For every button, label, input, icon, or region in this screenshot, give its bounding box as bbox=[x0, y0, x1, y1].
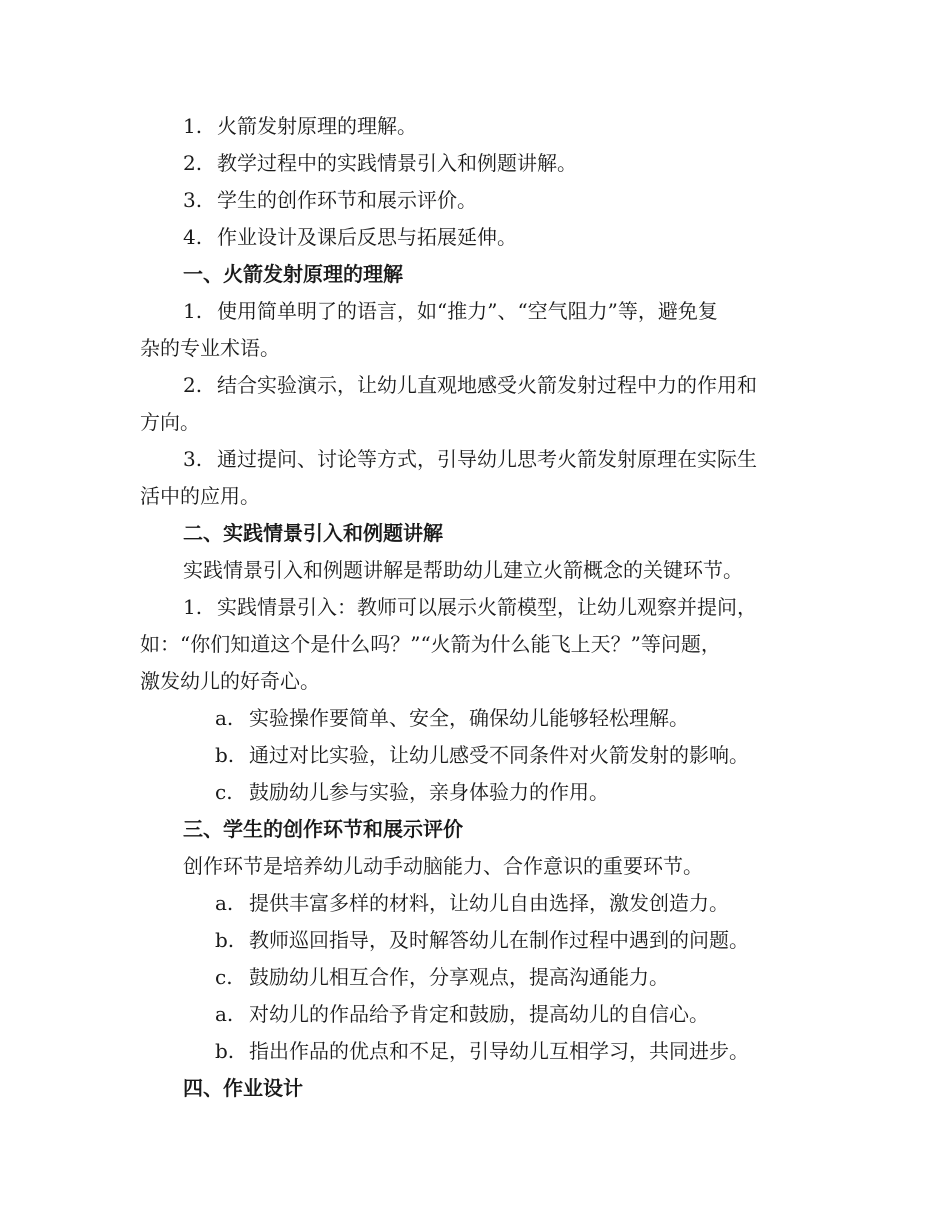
intro-list-item: 2. 教学过程中的实践情景引入和例题讲解。 bbox=[183, 151, 577, 175]
intro-list-item: 4. 作业设计及课后反思与拓展延伸。 bbox=[183, 225, 517, 249]
paragraph-line: 方向。 bbox=[140, 410, 200, 434]
sub-list-item: a. 对幼儿的作品给予肯定和鼓励，提高幼儿的自信心。 bbox=[215, 1002, 709, 1026]
paragraph-line: 1. 实践情景引入：教师可以展示火箭模型，让幼儿观察并提问， bbox=[183, 595, 757, 619]
sub-list-item: a. 提供丰富多样的材料，让幼儿自由选择，激发创造力。 bbox=[215, 891, 729, 915]
section-heading: 一、火箭发射原理的理解 bbox=[183, 262, 403, 286]
paragraph-line: 2. 结合实验演示，让幼儿直观地感受火箭发射过程中力的作用和 bbox=[183, 373, 757, 397]
sub-list-item: b. 教师巡回指导，及时解答幼儿在制作过程中遇到的问题。 bbox=[215, 928, 749, 952]
paragraph-line: 1. 使用简单明了的语言，如“推力”、“空气阻力”等，避免复 bbox=[183, 299, 718, 323]
intro-list-item: 1. 火箭发射原理的理解。 bbox=[183, 114, 417, 138]
paragraph-line: 杂的专业术语。 bbox=[140, 336, 280, 360]
sub-list-item: b. 通过对比实验，让幼儿感受不同条件对火箭发射的影响。 bbox=[215, 743, 749, 767]
paragraph-line: 激发幼儿的好奇心。 bbox=[140, 669, 320, 693]
sub-list-item: c. 鼓励幼儿相互合作，分享观点，提高沟通能力。 bbox=[215, 965, 669, 989]
paragraph-line: 活中的应用。 bbox=[140, 484, 260, 508]
section-heading: 四、作业设计 bbox=[183, 1076, 303, 1100]
paragraph-line: 创作环节是培养幼儿动手动脑能力、合作意识的重要环节。 bbox=[183, 854, 703, 878]
section-heading: 二、实践情景引入和例题讲解 bbox=[183, 521, 443, 545]
paragraph-line: 3. 通过提问、讨论等方式，引导幼儿思考火箭发射原理在实际生 bbox=[183, 447, 757, 471]
intro-list-item: 3. 学生的创作环节和展示评价。 bbox=[183, 188, 477, 212]
sub-list-item: a. 实验操作要简单、安全，确保幼儿能够轻松理解。 bbox=[215, 706, 689, 730]
sub-list-item: b. 指出作品的优点和不足，引导幼儿互相学习，共同进步。 bbox=[215, 1039, 749, 1063]
paragraph-line: 如：“你们知道这个是什么吗？”“火箭为什么能飞上天？”等问题， bbox=[140, 632, 721, 656]
section-heading: 三、学生的创作环节和展示评价 bbox=[183, 817, 463, 841]
sub-list-item: c. 鼓励幼儿参与实验，亲身体验力的作用。 bbox=[215, 780, 609, 804]
paragraph-line: 实践情景引入和例题讲解是帮助幼儿建立火箭概念的关键环节。 bbox=[183, 558, 743, 582]
